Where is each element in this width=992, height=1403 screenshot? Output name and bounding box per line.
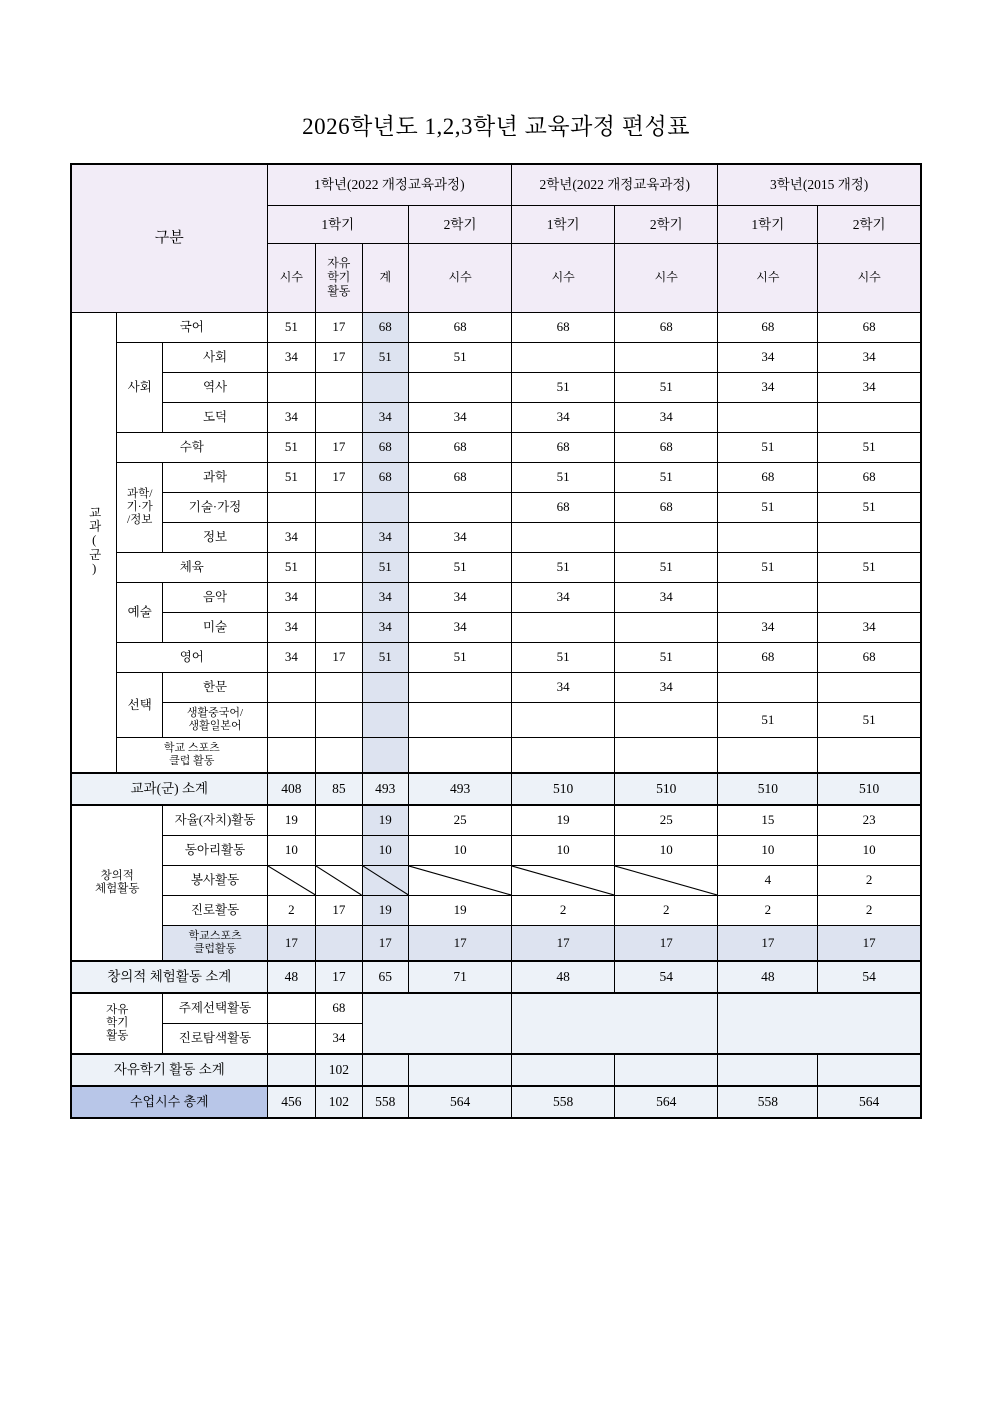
subject-name: 체육 [116,553,267,583]
subject-hours-cell: 51 [512,643,615,673]
free-semester-hours-cell [267,1024,316,1055]
subject-group-label: 사회 [116,343,162,433]
free-semester-empty-block [718,993,921,1054]
creative-activity-hours-cell: 17 [615,926,718,962]
subject-hours-cell [818,738,921,774]
subject-hours-cell [409,703,512,738]
creative-activity-name: 학교스포츠 클럽활동 [163,926,267,962]
subject-hours-cell: 51 [409,343,512,373]
subject-hours-cell: 51 [512,373,615,403]
subject-name: 역사 [163,373,267,403]
header-measure-hours-2: 시수 [409,244,512,313]
grand-total-value: 564 [615,1086,718,1118]
grand-total-value: 456 [267,1086,316,1118]
subject-hours-cell: 34 [409,613,512,643]
subtotal-value-subjects: 510 [512,773,615,805]
subject-hours-cell: 68 [362,433,408,463]
table-row [71,463,921,493]
free-semester-hours-cell: 34 [316,1024,362,1055]
subtotal-value-subjects: 408 [267,773,316,805]
subject-hours-cell: 17 [316,313,362,343]
subject-hours-cell: 51 [818,703,921,738]
subject-hours-cell: 51 [267,553,316,583]
table-row [71,493,921,523]
subject-hours-cell: 68 [409,313,512,343]
subject-hours-cell: 34 [362,583,408,613]
creative-activity-hours-cell: 10 [267,836,316,866]
subtotal-row-subjects [71,773,921,805]
subject-hours-cell: 68 [512,313,615,343]
subject-hours-cell [409,493,512,523]
subject-hours-cell [718,673,818,703]
subject-hours-cell: 51 [615,373,718,403]
subtotal-value-creative: 48 [718,961,818,993]
creative-activity-hours-cell: 25 [615,805,718,836]
header-measure-total: 계 [362,244,408,313]
subtotal-value-creative: 65 [362,961,408,993]
header-grade-1: 1학년(2022 개정교육과정) [267,164,512,206]
subject-hours-cell: 34 [512,673,615,703]
header-semester-g1-s1: 1학기 [267,206,408,244]
subject-hours-cell [718,523,818,553]
subject-hours-cell [512,738,615,774]
subject-hours-cell: 51 [409,643,512,673]
subject-hours-cell: 51 [267,433,316,463]
subject-hours-cell [362,703,408,738]
table-row [71,703,921,738]
subject-hours-cell: 68 [362,313,408,343]
table-row [71,836,921,866]
subject-hours-cell [362,738,408,774]
header-measure-free-semester: 자유 학기 활동 [316,244,362,313]
diagonal-strike-cell [512,866,615,896]
page-title: 2026학년도 1,2,3학년 교육과정 편성표 [302,114,690,139]
subject-hours-cell [512,343,615,373]
subject-hours-cell [316,553,362,583]
subject-hours-cell [316,523,362,553]
subject-hours-cell: 51 [362,553,408,583]
subject-hours-cell: 51 [267,463,316,493]
subject-name: 영어 [116,643,267,673]
header-measure-hours-6: 시수 [818,244,921,313]
creative-activity-hours-cell: 17 [818,926,921,962]
creative-activity-hours-cell: 17 [267,926,316,962]
subject-hours-cell [718,403,818,433]
creative-activity-hours-cell: 2 [267,896,316,926]
subject-hours-cell: 34 [818,343,921,373]
subtotal-value-creative: 71 [409,961,512,993]
subject-hours-cell: 34 [718,343,818,373]
grand-total-value: 102 [316,1086,362,1118]
subject-hours-cell: 51 [718,433,818,463]
subject-hours-cell: 51 [362,643,408,673]
free-semester-empty-block [512,993,718,1054]
header-measure-hours-3: 시수 [512,244,615,313]
header-semester-g1-s2: 2학기 [409,206,512,244]
free-semester-activity-name: 진로탐색활동 [163,1024,267,1055]
subject-hours-cell: 34 [267,643,316,673]
table-row [71,673,921,703]
subject-hours-cell: 51 [718,553,818,583]
grand-total-value: 558 [362,1086,408,1118]
creative-activity-name: 진로활동 [163,896,267,926]
subject-hours-cell: 51 [512,463,615,493]
header-semester-g3-s2: 2학기 [818,206,921,244]
subtotal-value-subjects: 493 [362,773,408,805]
table-row [71,433,921,463]
subject-name: 사회 [163,343,267,373]
creative-activity-hours-cell: 23 [818,805,921,836]
subject-hours-cell: 34 [409,523,512,553]
subject-name: 생활중국어/ 생활일본어 [163,703,267,738]
table-row [71,866,921,896]
subject-hours-cell: 68 [409,463,512,493]
subject-hours-cell [615,738,718,774]
subject-hours-cell: 68 [818,313,921,343]
subject-hours-cell [615,523,718,553]
grand-total-value: 558 [718,1086,818,1118]
subtotal-row-creative [71,961,921,993]
creative-activity-hours-cell: 19 [409,896,512,926]
subtotal-value-free-semester: 102 [316,1054,362,1086]
subject-hours-cell [362,373,408,403]
subject-name: 국어 [116,313,267,343]
header-row-grades [71,164,921,206]
subtotal-empty-cell-free-semester [512,1054,615,1086]
subject-hours-cell: 68 [818,463,921,493]
subject-name: 학교 스포츠 클럽 활동 [116,738,267,774]
subject-hours-cell [267,673,316,703]
creative-activity-hours-cell [316,836,362,866]
creative-activity-hours-cell: 17 [718,926,818,962]
subject-hours-cell: 34 [267,583,316,613]
subject-hours-cell: 68 [718,643,818,673]
creative-activity-name: 봉사활동 [163,866,267,896]
subject-hours-cell: 34 [718,373,818,403]
creative-activity-hours-cell: 19 [362,896,408,926]
subject-hours-cell: 34 [615,403,718,433]
subtotal-value-creative: 54 [818,961,921,993]
subject-hours-cell [316,738,362,774]
subject-hours-cell [512,523,615,553]
subject-hours-cell [316,673,362,703]
creative-activity-hours-cell: 10 [818,836,921,866]
subtotal-value-creative: 48 [267,961,316,993]
subject-hours-cell: 17 [316,433,362,463]
subject-hours-cell: 17 [316,463,362,493]
subject-hours-cell [615,613,718,643]
subject-hours-cell [512,613,615,643]
subject-hours-cell: 34 [409,583,512,613]
subject-hours-cell: 51 [267,313,316,343]
curriculum-table [70,163,922,1119]
subtotal-empty-cell-free-semester [409,1054,512,1086]
subject-hours-cell: 34 [267,523,316,553]
grand-total-label: 수업시수 총계 [71,1086,267,1118]
creative-activity-hours-cell: 17 [316,896,362,926]
subject-name: 도덕 [163,403,267,433]
subject-name: 수학 [116,433,267,463]
subject-hours-cell: 51 [818,433,921,463]
free-semester-activity-name: 주제선택활동 [163,993,267,1024]
subject-hours-cell: 34 [718,613,818,643]
table-row [71,403,921,433]
diagonal-strike-cell [409,866,512,896]
diagonal-strike-cell [615,866,718,896]
subject-hours-cell: 34 [818,373,921,403]
section-label-subjects: 교과(군) [71,313,116,774]
subject-hours-cell: 17 [316,343,362,373]
table-row [71,738,921,774]
creative-activity-hours-cell: 2 [718,896,818,926]
table-row [71,313,921,343]
section-label-creative-activities: 창의적 체험활동 [71,805,163,961]
subject-hours-cell [267,703,316,738]
creative-activity-hours-cell: 19 [512,805,615,836]
subject-hours-cell [316,703,362,738]
creative-activity-hours-cell: 4 [718,866,818,896]
subject-hours-cell: 51 [718,493,818,523]
subject-hours-cell: 34 [362,403,408,433]
subject-hours-cell: 68 [615,313,718,343]
creative-activity-hours-cell: 15 [718,805,818,836]
header-grade-2: 2학년(2022 개정교육과정) [512,164,718,206]
subject-hours-cell [409,373,512,403]
subject-hours-cell: 34 [267,343,316,373]
subject-hours-cell [818,523,921,553]
subject-hours-cell: 68 [615,493,718,523]
free-semester-empty-block [362,993,512,1054]
creative-activity-hours-cell: 19 [362,805,408,836]
subject-hours-cell: 34 [615,673,718,703]
subject-hours-cell [818,583,921,613]
subtotal-label-creative: 창의적 체험활동 소계 [71,961,267,993]
header-grade-3: 3학년(2015 개정) [718,164,921,206]
creative-activity-hours-cell: 2 [512,896,615,926]
subject-hours-cell [267,738,316,774]
subject-hours-cell [512,703,615,738]
subject-hours-cell: 51 [409,553,512,583]
subject-name: 정보 [163,523,267,553]
subject-group-label: 예술 [116,583,162,643]
header-measure-hours-1: 시수 [267,244,316,313]
grand-total-value: 564 [409,1086,512,1118]
diagonal-strike-cell [316,866,362,896]
creative-activity-hours-cell: 10 [718,836,818,866]
subtotal-value-free-semester [267,1054,316,1086]
creative-activity-name: 자율(자치)활동 [163,805,267,836]
subject-hours-cell: 34 [512,403,615,433]
subject-hours-cell: 51 [362,343,408,373]
subject-hours-cell: 34 [409,403,512,433]
header-semester-g2-s2: 2학기 [615,206,718,244]
header-semester-g2-s1: 1학기 [512,206,615,244]
subtotal-row-free-semester [71,1054,921,1086]
header-gubun: 구분 [71,164,267,313]
header-measure-hours-5: 시수 [718,244,818,313]
grand-total-value: 558 [512,1086,615,1118]
grand-total-value: 564 [818,1086,921,1118]
creative-activity-hours-cell: 25 [409,805,512,836]
creative-activity-hours-cell: 2 [615,896,718,926]
subject-hours-cell [316,583,362,613]
table-row [71,583,921,613]
subject-hours-cell: 68 [818,643,921,673]
table-body [71,313,921,1119]
subject-name: 과학 [163,463,267,493]
creative-activity-hours-cell: 17 [362,926,408,962]
table-row [71,523,921,553]
section-label-free-semester: 자유 학기 활동 [71,993,163,1054]
subject-hours-cell [316,373,362,403]
creative-activity-name: 동아리활동 [163,836,267,866]
subtotal-value-subjects: 493 [409,773,512,805]
subject-hours-cell: 51 [615,553,718,583]
subject-hours-cell [409,673,512,703]
subject-hours-cell [362,673,408,703]
table-header [71,164,921,313]
free-semester-hours-cell: 68 [316,993,362,1024]
subject-name: 미술 [163,613,267,643]
creative-activity-hours-cell [316,805,362,836]
subject-hours-cell: 68 [615,433,718,463]
creative-activity-hours-cell: 17 [409,926,512,962]
subject-hours-cell [818,673,921,703]
subject-hours-cell [718,583,818,613]
subject-hours-cell: 51 [818,493,921,523]
creative-activity-hours-cell: 10 [362,836,408,866]
creative-activity-hours-cell: 10 [409,836,512,866]
subject-hours-cell: 68 [409,433,512,463]
subject-hours-cell: 34 [615,583,718,613]
subject-hours-cell: 51 [512,553,615,583]
subject-group-label: 과학/ 기·가 /정보 [116,463,162,553]
table-row [71,613,921,643]
creative-activity-hours-cell: 10 [615,836,718,866]
subtotal-value-creative: 48 [512,961,615,993]
creative-activity-hours-cell [316,926,362,962]
diagonal-strike-cell [267,866,316,896]
header-semester-g3-s1: 1학기 [718,206,818,244]
subtotal-empty-cell-free-semester [818,1054,921,1086]
subtotal-empty-cell-free-semester [362,1054,408,1086]
subject-hours-cell: 51 [818,553,921,583]
subtotal-empty-cell-free-semester [718,1054,818,1086]
subtotal-value-subjects: 85 [316,773,362,805]
subtotal-empty-cell-free-semester [615,1054,718,1086]
subject-hours-cell: 34 [362,613,408,643]
header-measure-hours-4: 시수 [615,244,718,313]
subject-hours-cell: 34 [818,613,921,643]
subject-group-label: 선택 [116,673,162,738]
subject-hours-cell [409,738,512,774]
subject-name: 음악 [163,583,267,613]
subject-hours-cell: 17 [316,643,362,673]
subject-hours-cell: 34 [267,403,316,433]
subtotal-value-subjects: 510 [718,773,818,805]
subject-hours-cell: 68 [718,313,818,343]
creative-activity-hours-cell: 2 [818,896,921,926]
table-row [71,805,921,836]
subtotal-value-subjects: 510 [818,773,921,805]
subject-hours-cell [362,493,408,523]
subject-hours-cell: 68 [512,493,615,523]
subject-hours-cell [316,493,362,523]
subject-hours-cell: 68 [362,463,408,493]
table-row [71,993,921,1024]
creative-activity-hours-cell: 17 [512,926,615,962]
creative-activity-hours-cell: 10 [512,836,615,866]
subject-hours-cell [615,703,718,738]
subject-hours-cell: 51 [718,703,818,738]
table-row [71,643,921,673]
creative-activity-hours-cell: 19 [267,805,316,836]
subject-hours-cell: 68 [718,463,818,493]
subject-hours-cell [316,403,362,433]
subtotal-value-creative: 54 [615,961,718,993]
table-row [71,926,921,962]
table-row [71,373,921,403]
table-row [71,896,921,926]
table-row [71,343,921,373]
diagonal-strike-cell [362,866,408,896]
subtotal-value-creative: 17 [316,961,362,993]
subject-hours-cell [316,613,362,643]
subject-hours-cell: 34 [267,613,316,643]
subject-hours-cell [615,343,718,373]
grand-total-row [71,1086,921,1118]
subtotal-label-free-semester: 자유학기 활동 소계 [71,1054,267,1086]
subject-hours-cell [818,403,921,433]
subject-hours-cell: 68 [512,433,615,463]
table-container [70,163,922,1119]
subject-hours-cell [718,738,818,774]
subject-hours-cell: 51 [615,463,718,493]
subtotal-label-subjects: 교과(군) 소계 [71,773,267,805]
subject-hours-cell: 34 [362,523,408,553]
subject-hours-cell: 34 [512,583,615,613]
free-semester-hours-cell [267,993,316,1024]
subject-name: 기술·가정 [163,493,267,523]
subject-hours-cell [267,373,316,403]
subject-hours-cell [267,493,316,523]
subtotal-value-subjects: 510 [615,773,718,805]
table-row [71,553,921,583]
subject-hours-cell: 51 [615,643,718,673]
subject-name: 한문 [163,673,267,703]
creative-activity-hours-cell: 2 [818,866,921,896]
